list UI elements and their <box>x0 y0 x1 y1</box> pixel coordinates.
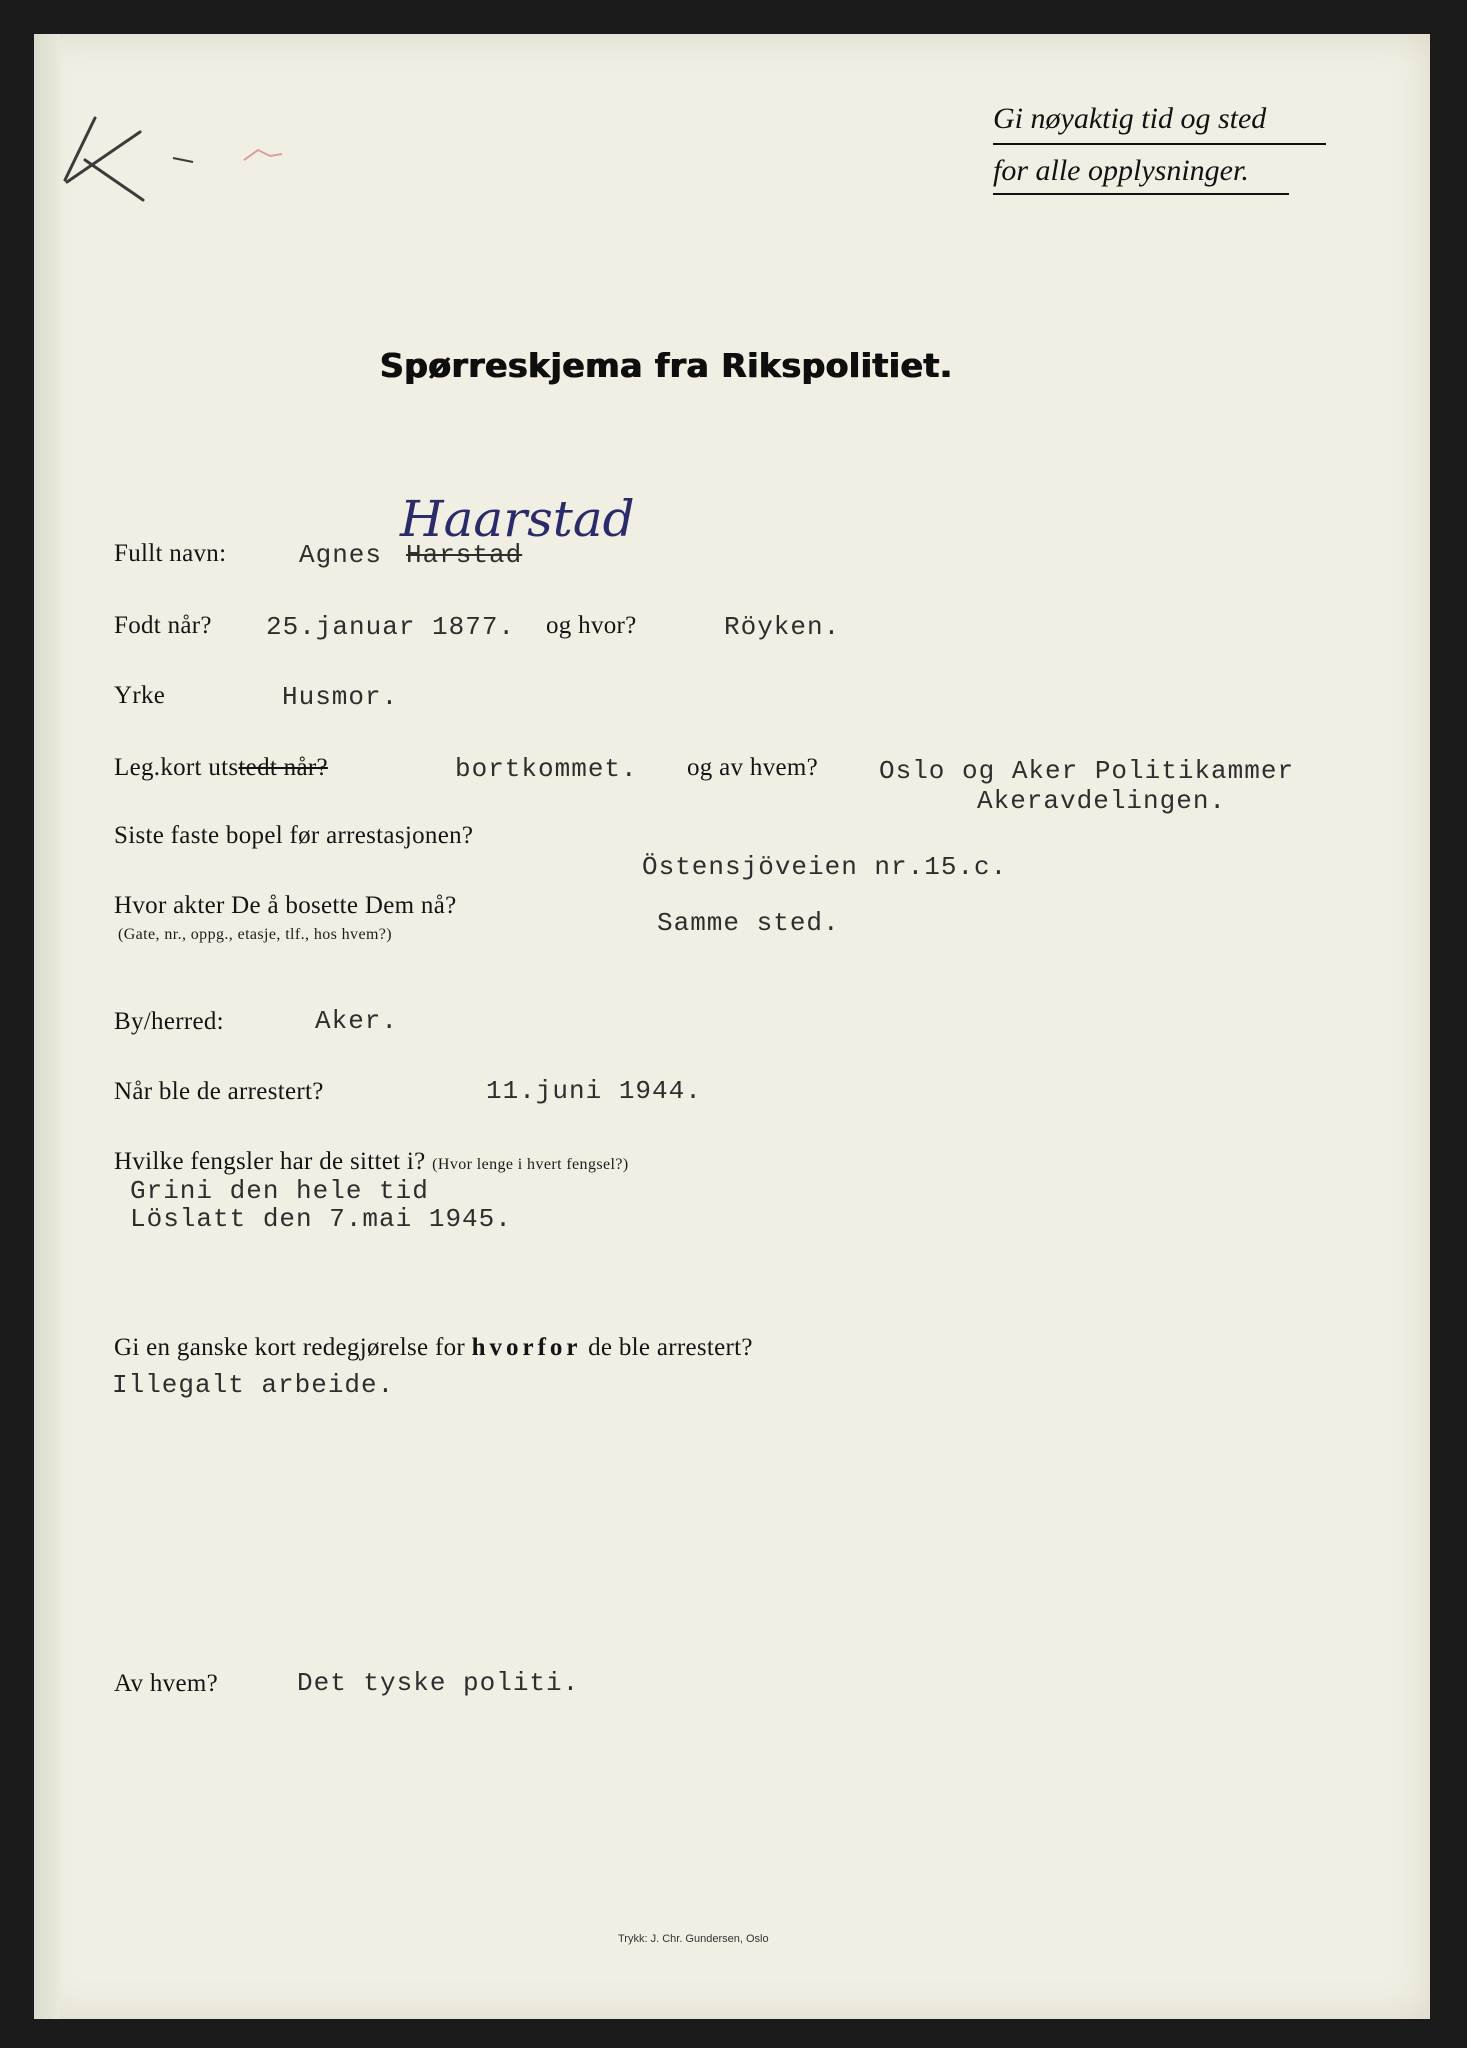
last-address-label: Siste faste bopel før arrestasjonen? <box>114 822 474 849</box>
born-when-value: 25.januar 1877. <box>266 612 516 642</box>
reason-value: Illegalt arbeide. <box>112 1370 395 1400</box>
issued-by-line-2: Akeravdelingen. <box>977 786 1227 816</box>
full-name-first: Agnes <box>299 540 383 570</box>
issued-by-line-1: Oslo og Aker Politikammer <box>879 756 1295 786</box>
reason-label-emph: hvorfor <box>471 1334 582 1361</box>
by-whom-value: Det tyske politi. <box>297 1668 580 1698</box>
settle-label: Hvor akter De å bosette Dem nå? <box>114 892 457 919</box>
born-where-label: og hvor? <box>546 612 637 639</box>
handwritten-name: Haarstad <box>400 490 635 548</box>
id-card-value: bortkommet. <box>455 754 638 784</box>
notice-line-1: Gi nøyaktig tid og sted <box>993 102 1267 135</box>
notice-underline-2 <box>993 193 1289 195</box>
by-whom-label: Av hvem? <box>114 1670 218 1697</box>
settle-hint: (Gate, nr., oppg., etasje, tlf., hos hvem?) <box>118 926 393 943</box>
prisons-line-1: Grini den hele tid <box>130 1176 429 1206</box>
prisons-line-2: Löslatt den 7.mai 1945. <box>130 1204 512 1234</box>
full-name-struck: Harstad <box>406 540 523 570</box>
red-mark-icon <box>240 140 290 170</box>
municipality-label: By/herred: <box>114 1008 224 1035</box>
arrested-when-label: Når ble de arrestert? <box>114 1078 324 1105</box>
occupation-value: Husmor. <box>282 682 399 712</box>
prisons-label <box>114 1148 629 1176</box>
born-where-value: Röyken. <box>724 612 841 642</box>
arrested-when-value: 11.juni 1944. <box>486 1076 702 1106</box>
reason-label-post: de ble arrestert? <box>588 1334 753 1361</box>
id-card-label <box>114 754 328 782</box>
id-card-label-prefix: Leg.kort uts <box>114 754 239 781</box>
notice-line-2: for alle opplysninger. <box>993 154 1249 187</box>
full-name-label: Fullt navn: <box>114 540 227 567</box>
reason-label-pre: Gi en ganske kort redegjørelse for <box>114 1334 466 1361</box>
last-address-value: Östensjöveien nr.15.c. <box>642 852 1008 882</box>
settle-value: Samme sted. <box>657 908 840 938</box>
issued-by-label: og av hvem? <box>687 754 819 781</box>
id-card-label-struck: tedt når? <box>238 754 328 781</box>
born-when-label: Fodt når? <box>114 612 212 639</box>
form-paper <box>34 34 1430 2019</box>
occupation-label: Yrke <box>114 682 166 709</box>
paper-edge <box>34 34 60 2019</box>
municipality-value: Aker. <box>315 1006 399 1036</box>
prisons-label-text: Hvilke fengsler har de sittet i? <box>114 1148 426 1175</box>
reason-label <box>114 1334 753 1362</box>
notice-underline-1 <box>993 143 1326 145</box>
printer-imprint: Trykk: J. Chr. Gundersen, Oslo <box>618 1933 769 1945</box>
prisons-hint: (Hvor lenge i hvert fengsel?) <box>432 1156 629 1173</box>
form-title: Spørreskjema fra Rikspolitiet. <box>380 346 953 385</box>
pencil-mark-icon <box>55 110 205 210</box>
